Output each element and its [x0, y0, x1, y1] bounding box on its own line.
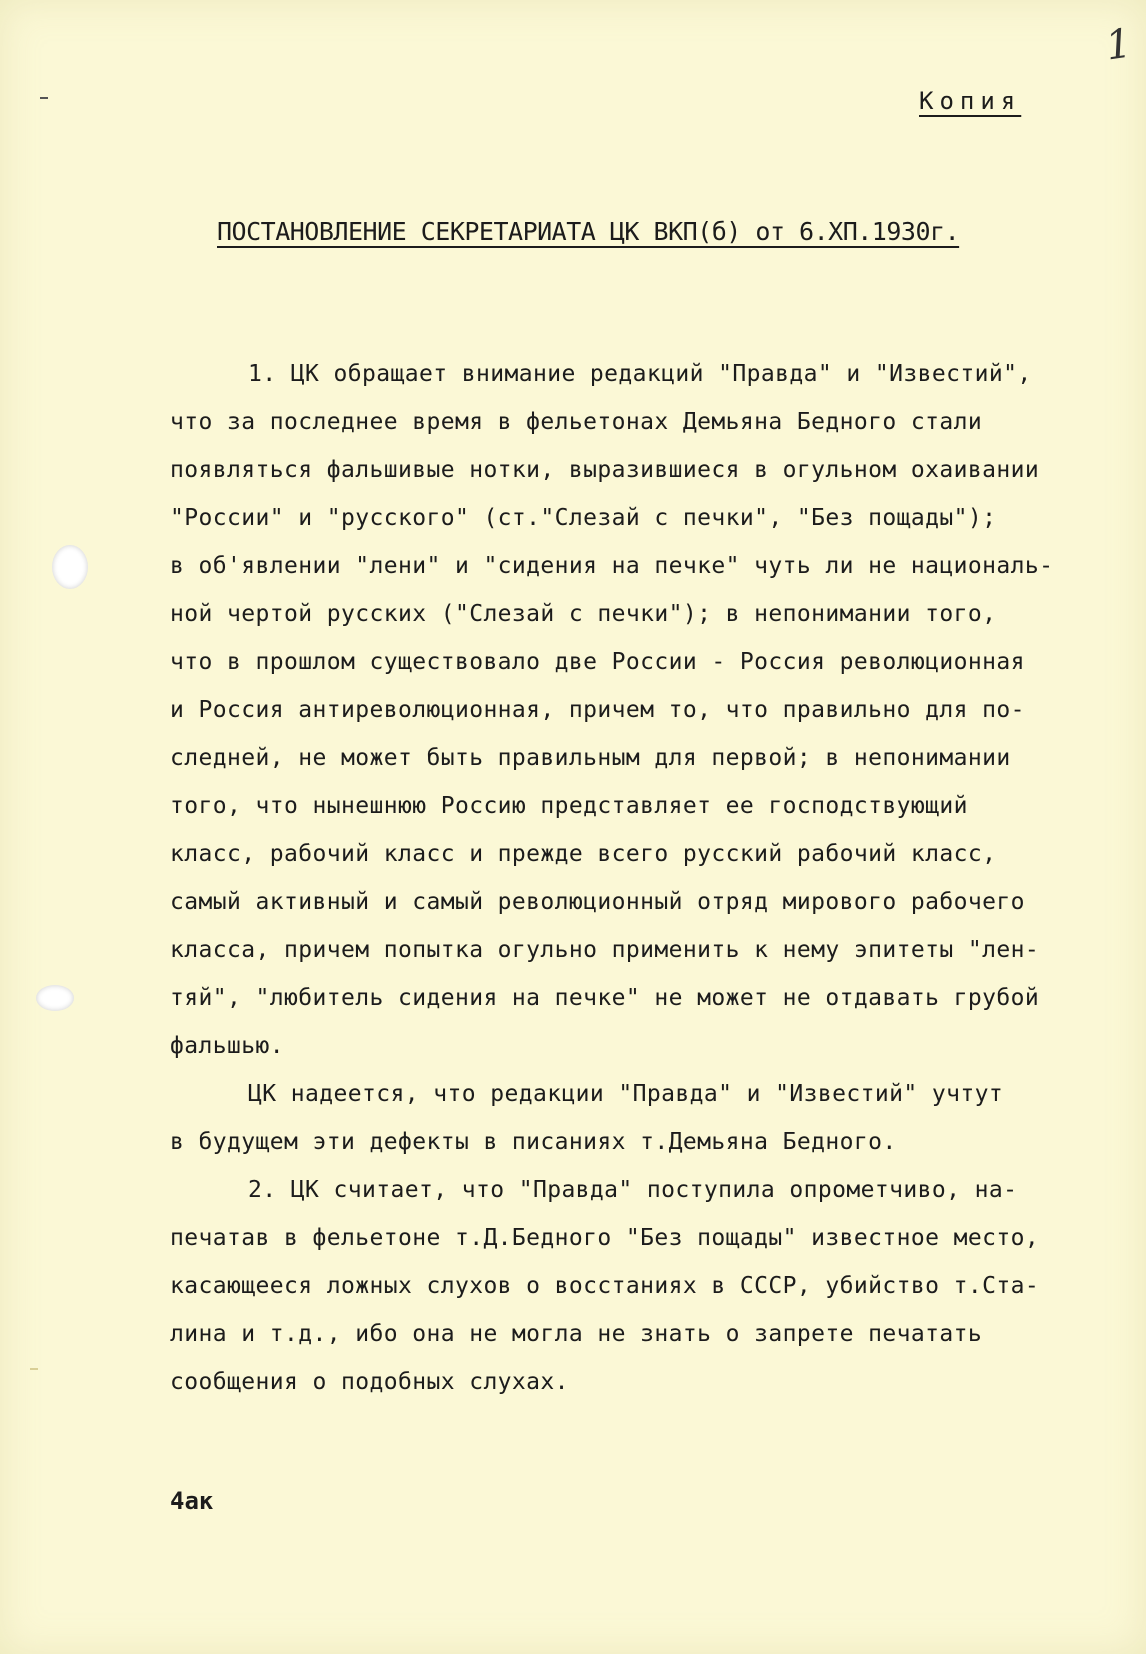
page-number: 1: [1102, 20, 1135, 70]
signature-mark: 4ак: [170, 1487, 214, 1515]
copy-mark: Копия: [919, 87, 1022, 115]
text-line: класс, рабочий класс и прежде всего русский рабочий класс,: [170, 841, 997, 867]
text-line: что в прошлом существовало две России - Россия революционная: [170, 649, 1025, 675]
text-line: что за последнее время в фельетонах Демьяна Бедного стали: [170, 409, 983, 435]
text-line: лина и т.д., ибо она не могла не знать о запрете печатать: [170, 1321, 983, 1347]
document-title: ПОСТАНОВЛЕНИЕ СЕКРЕТАРИАТА ЦК ВКП(б) от 6.ХП.1930г.: [217, 217, 960, 246]
text-line: 2. ЦК считает, что "Правда" поступила опрометчиво, на-: [248, 1177, 1018, 1203]
text-line: ЦК надеется, что редакции "Правда" и "Известий" учтут: [248, 1081, 1004, 1107]
text-line: следней, не может быть правильным для первой; в непонимании: [170, 745, 1011, 771]
text-line: печатав в фельетоне т.Д.Бедного "Без пощады" известное место,: [170, 1225, 1040, 1251]
text-line: и Россия антиреволюционная, причем то, что правильно для по-: [170, 697, 1025, 723]
margin-mark: [40, 97, 48, 99]
margin-mark: [30, 1368, 38, 1370]
text-line: появляться фальшивые нотки, выразившиеся в огульном охаивании: [170, 457, 1040, 483]
punch-hole-top: [52, 545, 88, 589]
text-line: "России" и "русского" (ст."Слезай с печки", "Без пощады");: [170, 505, 997, 531]
text-line: ной чертой русских ("Слезай с печки"); в непонимании того,: [170, 601, 997, 627]
text-line: того, что нынешнюю Россию представляет ее господствующий: [170, 793, 968, 819]
text-line: фальшью.: [170, 1033, 284, 1059]
text-line: касающееся ложных слухов о восстаниях в СССР, убийство т.Ста-: [170, 1273, 1040, 1299]
text-line: сообщения о подобных слухах.: [170, 1369, 569, 1395]
text-line: самый активный и самый революционный отряд мирового рабочего: [170, 889, 1025, 915]
text-line: в будущем эти дефекты в писаниях т.Демьяна Бедного.: [170, 1129, 897, 1155]
text-line: класса, причем попытка огульно применить к нему эпитеты "лен-: [170, 937, 1040, 963]
text-line: 1. ЦК обращает внимание редакций "Правда" и "Известий",: [248, 361, 1032, 387]
text-line: в об'явлении "лени" и "сидения на печке" чуть ли не националь-: [170, 553, 1054, 579]
punch-hole-bottom: [36, 985, 74, 1011]
text-line: тяй", "любитель сидения на печке" не может не отдавать грубой: [170, 985, 1040, 1011]
